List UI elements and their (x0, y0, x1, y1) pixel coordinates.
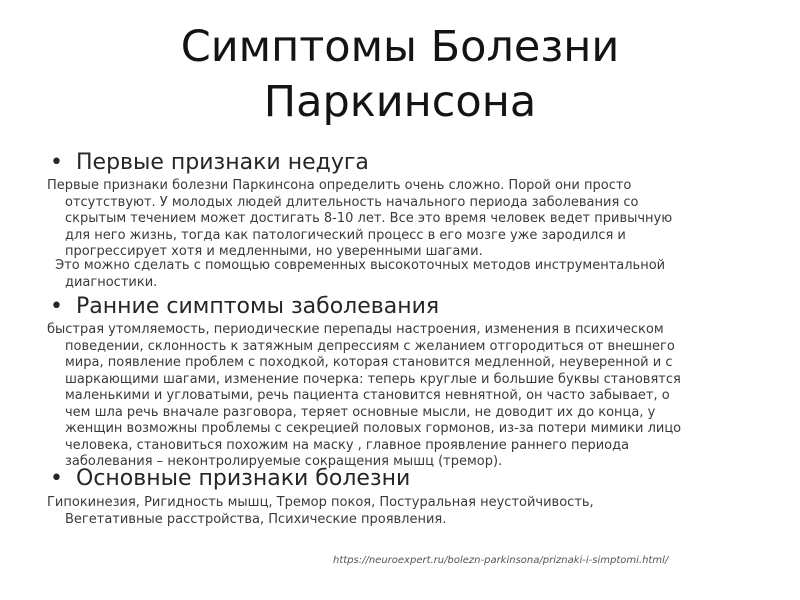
paragraph-line: заболевания – неконтролируемые сокращения мышц (тремор). (65, 454, 503, 469)
paragraph-line: для него жизнь, тогда как патологический процесс в его мозге уже зародился и (65, 227, 626, 243)
bullet-icon: • (50, 466, 63, 491)
source-link[interactable]: https://neuroexpert.ru/bolezn-parkinsona/priznaki-i-simptomi.html/ (333, 555, 669, 566)
paragraph-line: Гипокинезия, Ригидность мышц, Тремор покоя, Постуральная неустойчивость, (47, 495, 594, 510)
section-heading-text: Ранние симптомы заболевания (76, 294, 440, 319)
paragraph-line: мира, появление проблем с походкой, которая становится медленной, неуверенной и с (65, 355, 673, 370)
section-paragraph-first-signs (47, 178, 672, 261)
section-heading-text: Первые признаки недуга (76, 150, 369, 175)
paragraph-line: быстрая утомляемость, периодические перепады настроения, изменения в психическом (47, 322, 664, 337)
section-heading-text: Основные признаки болезни (76, 466, 411, 491)
paragraph-line: Первые признаки болезни Паркинсона определить очень сложно. Порой они просто (47, 178, 632, 193)
paragraph-line: прогрессирует хотя и медленными, но уверенными шагами. (65, 244, 483, 259)
paragraph-line: шаркающими шагами, изменение почерка: теперь круглые и большие буквы становятся (65, 371, 681, 387)
paragraph-line: Это можно сделать с помощью современных высокоточных методов инструментальной (51, 258, 666, 273)
slide-title-line-1: Симптомы Болезни (180, 22, 620, 72)
paragraph-line: отсутствуют. У молодых людей длительность начального периода заболевания со (65, 194, 639, 210)
section-paragraph-first-signs-note (51, 258, 665, 291)
paragraph-line: женщин возможны проблемы с секрецией половых гормонов, из-за потери мимики лицо (65, 421, 682, 436)
paragraph-line: человека, становиться похожим на маску , главное проявление раннего периода (65, 437, 630, 453)
paragraph-line: скрытым течением может достигать 8-10 лет. Все это время человек ведет привычную (65, 211, 673, 226)
paragraph-line: чем шла речь вначале разговора, теряет основные мысли, не доводит их до конца, у (65, 404, 656, 420)
bullet-icon: • (50, 150, 63, 175)
slide-title (40, 20, 760, 130)
paragraph-line: диагностики. (65, 274, 158, 290)
paragraph-line: маленькими и угловатыми, речь пациента становится невнятной, он часто забывает, о (65, 388, 670, 403)
section-paragraph-main-signs (47, 495, 594, 528)
paragraph-line: поведении, склонность к затяжным депрессиям с желанием отгородиться от внешнего (65, 338, 675, 354)
paragraph-line: Вегетативные расстройства, Психические проявления. (65, 511, 447, 527)
slide-title-line-2: Паркинсона (263, 77, 537, 127)
section-paragraph-early-symptoms (47, 322, 681, 471)
bullet-icon: • (50, 294, 63, 319)
